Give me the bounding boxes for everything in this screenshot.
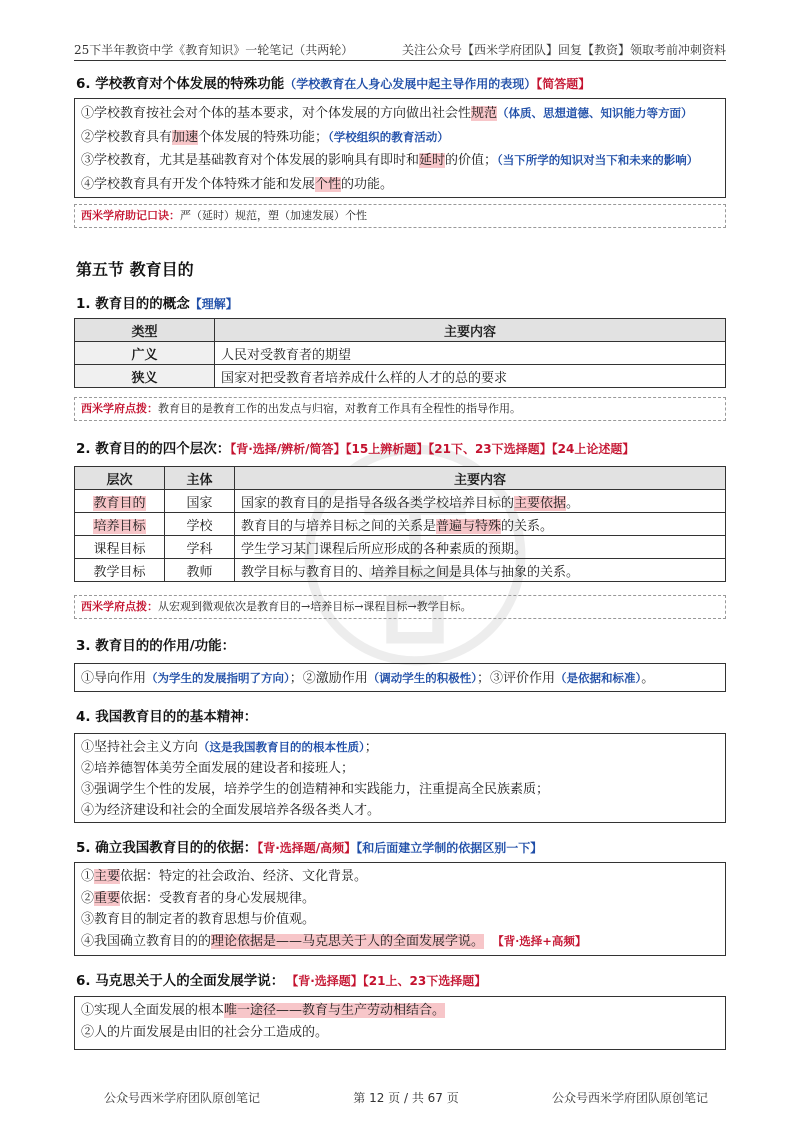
item-text: ①导向作用 bbox=[81, 671, 147, 686]
subject-cell: 学科 bbox=[165, 536, 235, 559]
page-header bbox=[74, 36, 726, 58]
item-text-b: 的价值； bbox=[445, 153, 498, 168]
list-item bbox=[81, 149, 719, 173]
level-cell bbox=[75, 490, 165, 513]
item-highlight: 重要 bbox=[94, 890, 121, 906]
level-cell: 教学目标 bbox=[75, 559, 165, 582]
item-text: 。 bbox=[641, 671, 655, 686]
list-item: ④为经济建设和社会的全面发展培养各级各类人才。 bbox=[81, 803, 381, 818]
heading-text: 6. 学校教育对个体发展的特殊功能 bbox=[76, 76, 285, 92]
list-item: ②人的片面发展是由旧的社会分工造成的。 bbox=[81, 1025, 329, 1040]
footer-left-text: 公众号西米学府团队原创笔记 bbox=[104, 1091, 261, 1105]
table-row bbox=[75, 536, 726, 559]
heading-note: 【理解】 bbox=[189, 297, 238, 311]
tip-text: 从宏观到微观依次是教育目的→培养目标→课程目标→教学目标。 bbox=[158, 600, 472, 613]
list-item bbox=[81, 102, 719, 126]
level-text: 教育目的 bbox=[93, 495, 146, 511]
list-item bbox=[81, 931, 719, 953]
mnemonic-tip bbox=[74, 204, 726, 228]
marx-theory-box bbox=[74, 996, 726, 1050]
level-cell bbox=[75, 513, 165, 536]
table-header-row bbox=[75, 467, 726, 490]
item-note: （是依据和标准） bbox=[555, 671, 642, 685]
content-cell: 学生学习某门课程后所应形成的各种素质的预期。 bbox=[235, 536, 726, 559]
type-cell: 广义 bbox=[75, 342, 215, 365]
item-text: ② bbox=[81, 890, 95, 906]
concept-table bbox=[74, 318, 726, 388]
list-item bbox=[81, 1000, 719, 1022]
item-text: ①坚持社会主义方向 bbox=[81, 740, 199, 755]
item-note: （当下所学的知识对当下和未来的影响） bbox=[497, 153, 699, 167]
level-text: 培养目标 bbox=[93, 518, 146, 534]
heading-concept bbox=[76, 292, 238, 312]
heading-note: 【和后面建立学制的依据区别一下】 bbox=[356, 841, 543, 855]
functions-box bbox=[74, 663, 726, 692]
list-item bbox=[81, 173, 719, 197]
content-highlight: 普遍与特殊 bbox=[436, 518, 502, 534]
table-row bbox=[75, 342, 726, 365]
tip-text: 严（延时）规范，塑（加速发展）个性 bbox=[180, 209, 367, 222]
heading-basic-spirit: 4. 我国教育目的的基本精神： bbox=[76, 709, 258, 725]
basic-spirit-box bbox=[74, 733, 726, 823]
basis-box bbox=[74, 862, 726, 956]
content-text: 国家的教育目的是指导各级各类学校培养目标的 bbox=[241, 495, 515, 511]
list-item bbox=[81, 888, 719, 910]
heading-tag: 【背·选择题/高频】 bbox=[257, 841, 357, 855]
subject-cell: 国家 bbox=[165, 490, 235, 513]
header-right-text: 关注公众号【西米学府团队】回复【教资】领取考前冲刺资料 bbox=[401, 43, 726, 57]
item-highlight: 延时 bbox=[419, 153, 446, 168]
item-text: ① bbox=[81, 869, 95, 884]
item-highlight: 加速 bbox=[172, 129, 199, 145]
item-text: ④学校教育具有开发个体特殊才能和发展 bbox=[81, 176, 316, 192]
heading-special-function bbox=[76, 72, 590, 92]
item-note: （学校组织的教育活动） bbox=[328, 129, 449, 144]
footer-right-text: 公众号西米学府团队原创笔记 bbox=[551, 1091, 708, 1105]
content-cell: 国家对把受教育者培养成什么样的人才的总的要求 bbox=[215, 365, 726, 388]
page-footer bbox=[104, 1089, 708, 1106]
content-text-b: 。 bbox=[566, 495, 580, 511]
table-row bbox=[75, 559, 726, 582]
levels-tip bbox=[74, 595, 726, 619]
tip-label: 西米学府点拨： bbox=[81, 600, 158, 613]
item-text: ；③评价作用 bbox=[477, 671, 556, 686]
content-cell: 教学目标与教育目的、培养目标之间是具体与抽象的关系。 bbox=[235, 559, 726, 582]
list-item bbox=[81, 737, 719, 758]
item-text: ④我国确立教育目的的 bbox=[81, 933, 212, 949]
page-number: 第 12 页 / 共 67 页 bbox=[353, 1091, 459, 1105]
list-item bbox=[81, 866, 719, 888]
tip-label: 西米学府点拨： bbox=[81, 402, 158, 415]
list-item bbox=[81, 126, 719, 150]
concept-tip bbox=[74, 397, 726, 421]
subject-cell: 教师 bbox=[165, 559, 235, 582]
item-text-b: ； bbox=[364, 740, 378, 755]
functions-line bbox=[81, 667, 719, 691]
heading-tag: 【背·选择/辨析/简答】【15上辨析题】【21下、23下选择题】【24上论述题】 bbox=[230, 442, 635, 456]
col-header: 主要内容 bbox=[235, 467, 726, 490]
subject-cell: 学校 bbox=[165, 513, 235, 536]
levels-table bbox=[74, 466, 726, 582]
item-highlight: 理论依据是——马克思关于人的全面发展学说。 bbox=[211, 933, 485, 949]
item-text: ③学校教育，尤其是基础教育对个体发展的影响具有即时和 bbox=[81, 153, 420, 168]
heading-basis bbox=[76, 836, 542, 856]
col-header: 主体 bbox=[165, 467, 235, 490]
item-text: ②学校教育具有 bbox=[81, 129, 173, 145]
content-cell bbox=[235, 490, 726, 513]
item-highlight: 唯一途径——教育与生产劳动相结合。 bbox=[224, 1003, 446, 1018]
section-title: 第五节 教育目的 bbox=[76, 260, 194, 279]
item-text: ①实现人全面发展的根本 bbox=[81, 1003, 225, 1018]
content-cell bbox=[235, 513, 726, 536]
type-cell: 狭义 bbox=[75, 365, 215, 388]
item-note: （体质、思想道德、知识能力等方面） bbox=[497, 106, 693, 120]
table-row bbox=[75, 490, 726, 513]
heading-text: 2. 教育目的的四个层次： bbox=[76, 441, 231, 457]
heading-text: 6. 马克思关于人的全面发展学说： bbox=[76, 973, 285, 989]
heading-tag: 【背·选择题】【21上、23下选择题】 bbox=[292, 974, 487, 988]
content-highlight: 主要依据 bbox=[514, 495, 567, 511]
level-cell: 课程目标 bbox=[75, 536, 165, 559]
list-item: ③强调学生个性的发展，培养学生的创造精神和实践能力，注重提高全民族素质； bbox=[81, 782, 550, 797]
item-note: （为学生的发展指明了方向） bbox=[146, 671, 290, 685]
heading-text: 1. 教育目的的概念 bbox=[76, 296, 190, 312]
item-highlight: 规范 bbox=[471, 106, 498, 121]
heading-text: 5. 确立我国教育目的的依据： bbox=[76, 840, 258, 856]
item-text: ①学校教育按社会对个体的基本要求，对个体发展的方向做出社会性 bbox=[81, 106, 472, 121]
heading-tag: 【简答题】 bbox=[536, 77, 591, 91]
item-highlight: 个性 bbox=[315, 176, 342, 192]
header-divider bbox=[74, 60, 726, 61]
item-note: （调动学生的积极性） bbox=[367, 671, 478, 685]
header-left-text: 25下半年教资中学《教育知识》一轮笔记（共两轮） bbox=[74, 43, 354, 57]
heading-marx-theory bbox=[76, 969, 486, 989]
heading-functions: 3. 教育目的的作用/功能： bbox=[76, 638, 236, 654]
item-text: ；②激励作用 bbox=[289, 671, 368, 686]
item-text-b: 个体发展的特殊功能； bbox=[198, 129, 329, 145]
item-text-b: 依据：受教育者的身心发展规律。 bbox=[120, 890, 316, 906]
content-cell: 人民对受教育者的期望 bbox=[215, 342, 726, 365]
heading-four-levels bbox=[76, 437, 634, 457]
table-header-row bbox=[75, 319, 726, 342]
table-row bbox=[75, 365, 726, 388]
special-function-box bbox=[74, 98, 726, 198]
table-row bbox=[75, 513, 726, 536]
tip-text: 教育目的是教育工作的出发点与归宿，对教育工作具有全程性的指导作用。 bbox=[158, 402, 521, 415]
list-item: ③教育目的制定者的教育思想与价值观。 bbox=[81, 912, 316, 927]
item-text-b: 依据：特定的社会政治、经济、文化背景。 bbox=[120, 869, 368, 884]
item-text-b: 的功能。 bbox=[341, 176, 394, 192]
item-tag: 【背·选择+高频】 bbox=[498, 933, 587, 948]
content-text: 教育目的与培养目标之间的关系是 bbox=[241, 518, 437, 534]
content-text-b: 的关系。 bbox=[501, 518, 554, 534]
col-header: 类型 bbox=[75, 319, 215, 342]
col-header: 主要内容 bbox=[215, 319, 726, 342]
item-highlight: 主要 bbox=[94, 869, 121, 884]
heading-note: （学校教育在人身心发展中起主导作用的表现） bbox=[284, 77, 537, 91]
col-header: 层次 bbox=[75, 467, 165, 490]
item-note: （这是我国教育目的的根本性质） bbox=[198, 740, 365, 754]
tip-label: 西米学府助记口诀： bbox=[81, 209, 180, 222]
list-item: ②培养德智体美劳全面发展的建设者和接班人； bbox=[81, 761, 355, 776]
